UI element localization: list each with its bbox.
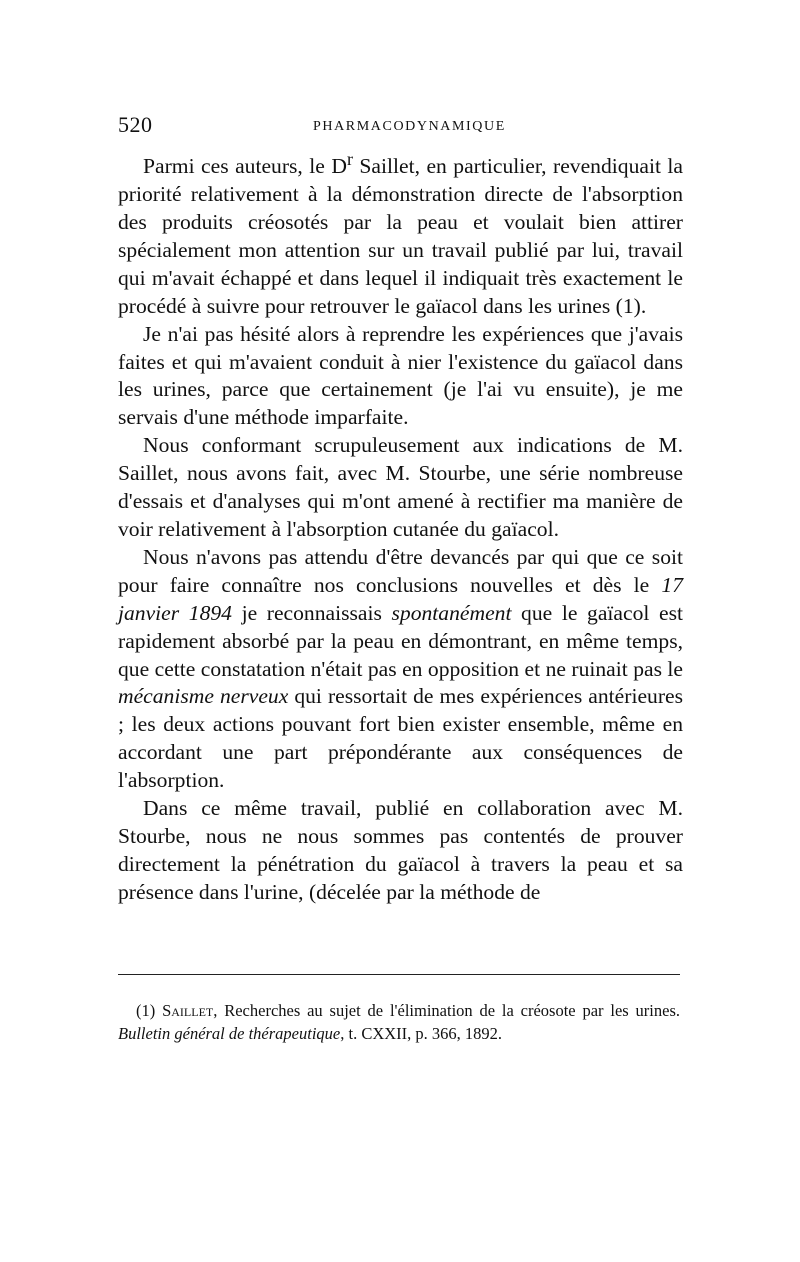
footnote (118, 1000, 680, 1045)
body-text (118, 146, 683, 907)
footnote-text-2: , t. CXXII, p. 366, 1892. (340, 1023, 503, 1043)
footnote-text-1: , Recherches au sujet de l'élimination de la créosote par les urines. (213, 1001, 680, 1020)
paragraph-5: Dans ce même travail, publié en collaboration avec M. Stourbe, nous ne nous sommes pas contentés de prouver directement la pénétration du gaïacol à travers la peau et sa présence dans l'urine, (décelée par la méthode de (118, 796, 683, 904)
paragraph-3: Nous conformant scrupuleusement aux indications de M. Saillet, nous avons fait, avec M. Stourbe, une série nombreuse d'essais et d'analyses qui m'ont amené à rectifier ma manière de voir relativement à l'absorption cutanée du gaïacol. (118, 433, 683, 541)
paragraph-4-emphasis-1: spontanément (391, 600, 512, 625)
footnote-divider (118, 974, 680, 975)
paragraph-2: Je n'ai pas hésité alors à reprendre les expériences que j'avais faites et qui m'avaient conduit à nier l'existence du gaïacol dans les urines, parce que certainement (je l'ai vu ensuite), je me servais d'une méthode imparfaite. (118, 321, 683, 430)
paragraph-4-date: 17 janvier 1894 (118, 572, 683, 625)
paragraph-4-part-4: qui ressortait de mes expériences antérieures ; les deux actions pouvant fort bien exister ensemble, même en accordant une part prépondérante aux conséquences de l'absorption. (118, 684, 683, 793)
paragraph-4-part-2: je reconnaissais (231, 600, 392, 625)
doctor-abbrev-sup: r (346, 149, 353, 169)
footnote-author: Saillet (162, 1001, 214, 1020)
footnote-journal: Bulletin général de thérapeutique (118, 1023, 341, 1043)
paragraph-4-part-1: Nous n'avons pas attendu d'être devancés par qui que ce soit pour faire connaître nos conclusions nouvelles et dès le (118, 544, 683, 597)
footnote-marker: (1) (136, 1001, 163, 1020)
page-header (118, 112, 683, 142)
paragraph-4-part-3: que le gaïacol est rapidement absorbé par la peau en démontrant, en même temps, que cette constatation n'était pas en opposition et ne ruinait pas le (118, 600, 683, 681)
paragraph-4-emphasis-2: mécanisme nerveux (118, 684, 289, 709)
page-number: 520 (118, 112, 153, 137)
paragraph-1-start: Parmi ces auteurs, le D (143, 154, 347, 179)
running-head: PHARMACODYNAMIQUE (313, 119, 506, 134)
paragraph-1 (118, 146, 683, 321)
paragraph-1-rest: Saillet, en particulier, revendiquait la priorité relativement à la démonstration directe de l'absorption des produits créosotés par la peau et voulait bien attirer spécialement mon attention sur un travail publié par lui, travail qui m'avait échappé et dans lequel il indiquait très exactement le procédé à suivre pour retrouver le gaïacol dans les urines (1). (118, 154, 684, 318)
paragraph-4 (118, 544, 683, 795)
